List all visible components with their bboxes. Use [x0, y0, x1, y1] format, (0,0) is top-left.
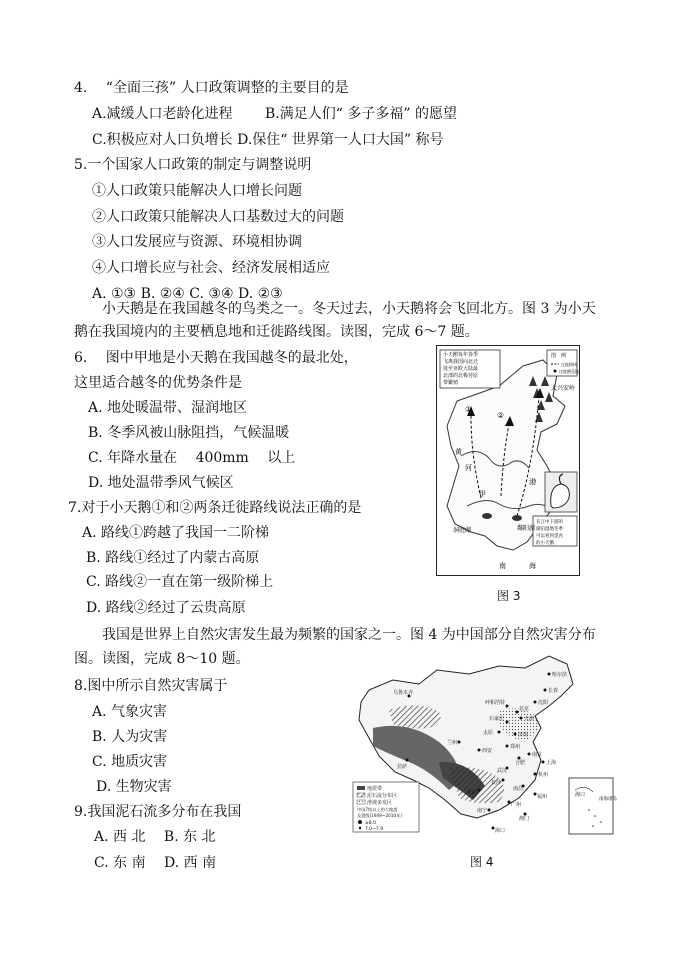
fig3-hai-label: 海	[529, 562, 536, 570]
q6-stem-line1: 6. 图中甲地是小天鹅在我国越冬的最北处，	[74, 350, 358, 366]
q7-stem: 7.对于小天鹅①和②两条迁徙路线说法正确的是	[68, 500, 362, 516]
figure-4-caption: 图 4	[470, 855, 494, 869]
q5-statement-4: ④人口增长应与社会、经济发展相适应	[92, 260, 330, 276]
q5-statement-2: ②人口政策只能解决人口基数过大的问题	[92, 209, 344, 225]
fig3-poyang-label: 鄱阳湖	[517, 525, 536, 532]
q6-option-c: C. 年降水量在 400mm 以上	[88, 450, 296, 466]
q7-option-d: D. 路线②经过了云贵高原	[86, 600, 246, 616]
fig4-city-shijiazhuang: 石家庄	[489, 716, 505, 722]
fig4-legend-debris: 泥石流分布区	[367, 793, 398, 799]
q7-option-a: A. 路线①跨越了我国一二阶梯	[82, 525, 270, 541]
q8-option-a: A. 气象灾害	[92, 704, 168, 720]
fig4-city-taiyuan: 太原	[483, 730, 494, 736]
q9-stem: 9.我国泥石流多分布在我国	[74, 804, 242, 820]
fig3-note-top-5: 带繁殖	[443, 380, 459, 386]
fig4-city-urumqi: 乌鲁木齐	[393, 690, 414, 696]
q5-statement-1: ①人口政策只能解决人口增长问题	[92, 183, 302, 199]
intro-8-10-line1: 我国是世界上自然灾害发生最为频繁的国家之一。图 4 为中国部分自然灾害分布	[102, 627, 596, 643]
fig3-note-top-2: 飞离我国向北迁	[443, 359, 479, 365]
figure-3-caption: 图 3	[497, 589, 521, 603]
fig4-inset-haikou: 海口	[575, 792, 586, 798]
fig4-city-guiyang: 贵阳	[467, 790, 478, 796]
fig4-legend-landslide: 滑坡多发区	[367, 800, 393, 806]
fig3-note-bottom-2: 湖泊湿地冬季	[536, 527, 563, 532]
fig3-route-2-label: ②	[497, 411, 505, 420]
fig3-daxing-label: 大兴安岭	[551, 385, 576, 392]
q5-statement-3: ③人口发展应与资源、环境相协调	[92, 234, 302, 250]
fig3-note-bottom-3: 可以看到觅食	[536, 534, 563, 539]
fig4-legend-quake-belt: 地震带	[367, 786, 383, 792]
figure-4-disaster-map	[349, 650, 615, 846]
fig3-huang-label: 黄	[455, 448, 462, 456]
fig3-note-top-4: 北部的北极苔原	[443, 373, 479, 379]
q6-option-d: D. 地处温带季风气候区	[88, 475, 234, 491]
fig3-note-bottom-4: 的小天鹅	[536, 541, 554, 546]
q8-option-d: D. 生物灾害	[96, 779, 172, 795]
fig4-inset-label: 南海诸岛	[599, 797, 617, 802]
intro-8-10-line2: 图。读图，完成 8～10 题。	[74, 651, 250, 667]
fig4-city-lhasa: 拉萨	[397, 764, 408, 770]
fig3-legend-title: 图 例	[551, 353, 567, 359]
fig4-city-jinan: 济南	[518, 732, 529, 738]
q6-option-b: B. 冬季风被山脉阻挡，气候温暖	[88, 425, 290, 441]
fig4-city-hangzhou: 杭州	[538, 772, 549, 778]
fig4-city-hefei: 合肥	[515, 760, 526, 766]
q8-stem: 8.图中所示自然灾害属于	[74, 678, 228, 694]
fig4-city-tianjin: 天津	[524, 716, 535, 722]
fig4-city-guangzhou: 广州	[511, 802, 522, 808]
q5-options: A. ①③ B. ②④ C. ③④ D. ②③	[92, 286, 283, 302]
fig3-note-top-3: 徙至亚欧大陆最	[443, 366, 479, 372]
fig3-note-bottom-1: 长江中下游的	[536, 520, 563, 525]
fig4-legend-mag-8: ≥8.0	[365, 821, 376, 826]
fig4-city-harbin: 哈尔滨	[552, 672, 568, 678]
fig4-city-changchun: 长春	[548, 688, 559, 694]
fig4-city-haikou: 海口	[495, 828, 506, 834]
fig3-he-label: 河	[465, 464, 472, 472]
intro-6-7-line1: 小天鹅是在我国越冬的鸟类之一。冬天过去，小天鹅将会飞回北方。图 3 为小天	[102, 301, 596, 317]
q4-options-line2: C.积极应对人口负增长 D.保住“ 世界第一人口大国” 称号	[92, 132, 444, 148]
fig4-city-wuhan: 武汉	[497, 768, 508, 774]
q8-option-c: C. 地质灾害	[92, 754, 168, 770]
fig4-city-fuzhou: 福州	[537, 794, 548, 800]
fig3-note-top-1: 小天鹅每年春季	[443, 352, 479, 358]
fig4-legend-quake-1: 中国7级以上的大地震	[357, 807, 398, 812]
fig3-jia-label: 甲	[479, 490, 486, 498]
fig4-city-macau: 澳门	[519, 816, 530, 822]
q9-options-line2: C. 东 南 D. 西 南	[94, 855, 217, 871]
q5-stem: 5.一个国家人口政策的制定与调整说明	[74, 157, 312, 173]
figure-3-swan-migration-map	[436, 345, 580, 576]
q9-options-line1: A. 西 北 B. 东 北	[94, 829, 216, 845]
fig4-city-changsha: 长沙	[491, 780, 502, 786]
q7-option-c: C. 路线②一直在第一级阶梯上	[86, 574, 274, 590]
q7-option-b: B. 路线①经过了内蒙古高原	[86, 550, 260, 566]
q6-stem-line2: 这里适合越冬的优势条件是	[74, 375, 242, 391]
q4-stem: 4. “全面三孩” 人口政策调整的主要目的是	[74, 80, 349, 96]
fig4-city-xian: 西安	[482, 748, 493, 754]
fig4-city-beijing: 北京	[519, 706, 530, 712]
fig3-bo-label: 渤	[529, 478, 536, 486]
q6-option-a: A. 地处暖温带、湿润地区	[88, 400, 248, 416]
fig4-city-nanchang: 南昌	[513, 786, 524, 792]
fig3-dongting-label: 洞庭湖	[453, 527, 472, 534]
fig4-city-nanjing: 南京	[532, 752, 543, 758]
fig4-legend-quake-2: 及震级(1949~2010年)	[357, 813, 402, 818]
fig4-city-shenyang: 沈阳	[538, 700, 549, 706]
fig4-legend-mag-7: 7.0~7.9	[365, 827, 384, 832]
intro-6-7-line2: 鹅在我国境内的主要栖息地和迁徙路线图。读图，完成 6～7 题。	[74, 324, 479, 340]
fig3-route-1-label: ①	[465, 405, 473, 414]
fig4-city-shanghai: 上海	[546, 760, 557, 766]
fig4-city-nanning: 南宁	[477, 808, 488, 814]
fig3-legend-habitat: 迁徙栖息地	[559, 369, 579, 374]
fig3-legend-route: 迁徙路线	[561, 362, 577, 367]
fig4-city-hohhot: 呼和浩特	[485, 700, 506, 706]
fig3-nan-label: 南	[499, 562, 506, 570]
q4-options-line1: A.减缓人口老龄化进程 B.满足人们“ 多子多福” 的愿望	[92, 106, 457, 122]
q8-option-b: B. 人为灾害	[92, 729, 168, 745]
fig4-city-lanzhou: 兰州	[447, 740, 458, 746]
fig4-city-zhengzhou: 郑州	[510, 744, 521, 750]
